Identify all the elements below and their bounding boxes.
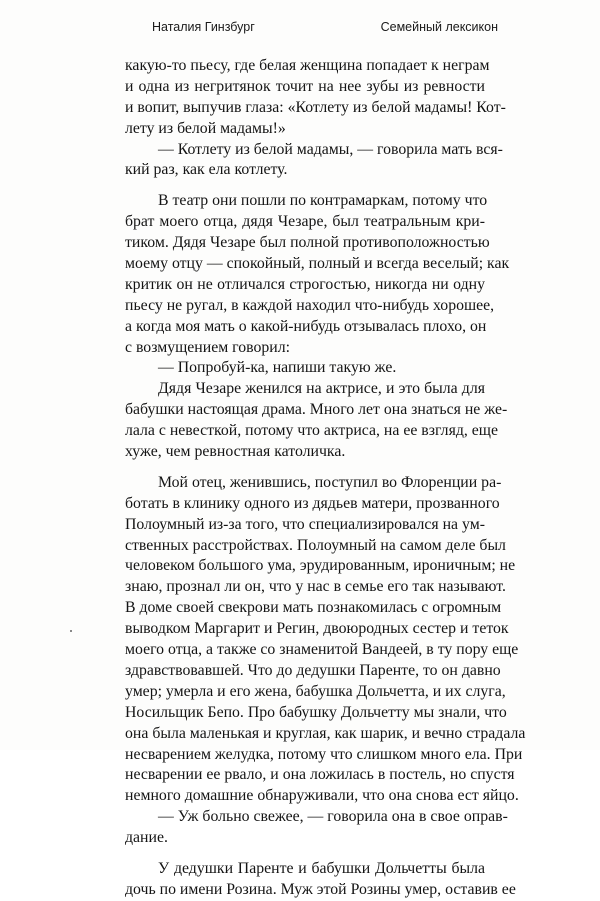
text-line: хуже, чем ревностная католичка. xyxy=(125,443,346,461)
running-head xyxy=(152,20,498,38)
text-line: выводком Маргарит и Регин, двоюродных сестер и теток xyxy=(125,620,509,638)
text-line: моему отцу — спокойный, полный и всегда веселый; как xyxy=(125,255,510,273)
text-line: Мой отец, женившись, поступил во Флоренции ра- xyxy=(158,473,502,491)
margin-speck xyxy=(70,630,72,632)
text-line: дание. xyxy=(125,829,168,847)
text-line: умер; умерла и его жена, бабушка Дольчетта, и их слуга, xyxy=(125,682,506,700)
paragraph-gap xyxy=(125,181,485,191)
text-line: ботать в клинику одного из дядьев матери, прозванного xyxy=(125,494,500,512)
text-line: с возмущением говорил: xyxy=(125,338,291,356)
text-line: тиком. Дядя Чезаре был полной противоположностью xyxy=(125,234,490,252)
text-line: Дядя Чезаре женился на актрисе, и это была для xyxy=(158,380,485,398)
text-line: Носильщик Бепо. Про бабушку Дольчетту мы знали, что xyxy=(125,703,507,721)
text-line: кий раз, как ела котлету. xyxy=(125,161,288,179)
body-text xyxy=(125,56,526,901)
text-line: Полоумный из-за того, что специализировался на ум- xyxy=(125,515,485,533)
text-line: брат моего отца, дядя Чезаре, был театральным кри- xyxy=(125,213,485,231)
text-line: У дедушки Паренте и бабушки Дольчетты была xyxy=(158,859,485,877)
running-head-book-title: Семейный лексикон xyxy=(380,20,498,34)
text-line: несварении ее рвало, и она ложилась в постель, но спустя xyxy=(125,766,515,784)
text-line: несварением желудка, потому что слишком много ела. При xyxy=(125,745,523,763)
text-line: — Уж больно свежее, — говорила она в свое оправ- xyxy=(158,808,508,826)
text-line: здравствовавшей. Что до дедушки Паренте, то он давно xyxy=(125,661,501,679)
text-line: какую-то пьесу, где белая женщина попадает к неграм xyxy=(125,57,490,74)
text-line: дочь по имени Розина. Муж этой Розины умер, оставив ее xyxy=(125,880,516,898)
paragraph-gap xyxy=(125,463,485,473)
text-line: бабушки настоящая драма. Много лет она знаться не же- xyxy=(125,401,508,419)
text-line: — Попробуй-ка, напиши такую же. xyxy=(158,359,397,377)
text-line: В доме своей свекрови мать познакомилась с огромным xyxy=(125,599,502,617)
text-line: а когда моя мать о какой-нибудь отзывалась плохо, он xyxy=(125,317,487,335)
text-line: и вопит, выпучив глаза: «Котлету из белой мадамы! Кот- xyxy=(125,98,506,116)
text-line: — Котлету из белой мадамы, — говорила мать вся- xyxy=(158,140,503,158)
text-line: критик он не отличался строгостью, никогда ни одну xyxy=(125,275,485,293)
running-head-author: Наталия Гинзбург xyxy=(152,20,255,34)
text-line: ственных расстройствах. Полоумный на самом деле был xyxy=(125,536,506,554)
text-line: человеком большого ума, эрудированным, ироничным; не xyxy=(125,557,516,575)
text-line: и одна из негритянок точит на нее зубы из ревности xyxy=(125,77,485,95)
text-line: она была маленькая и круглая, как шарик, и вечно страдала xyxy=(125,724,526,742)
text-line: В театр они пошли по контрамаркам, потому что xyxy=(158,192,488,210)
text-line: лала с невесткой, потому что актриса, на ее взгляд, еще xyxy=(125,422,498,440)
text-line: моего отца, а также со знаменитой Вандеей, в ту пору еще xyxy=(125,641,519,659)
text-line: немного домашние обнаруживали, что она снова ест яйцо. xyxy=(125,787,519,805)
paragraph-gap xyxy=(125,849,485,859)
text-line: знаю, прознал ли он, что у нас в семье его так называют. xyxy=(125,578,506,596)
text-line: пьесу не ругал, в каждой находил что-нибудь хорошее, xyxy=(125,296,495,314)
text-line: лету из белой мадамы!» xyxy=(125,119,286,137)
